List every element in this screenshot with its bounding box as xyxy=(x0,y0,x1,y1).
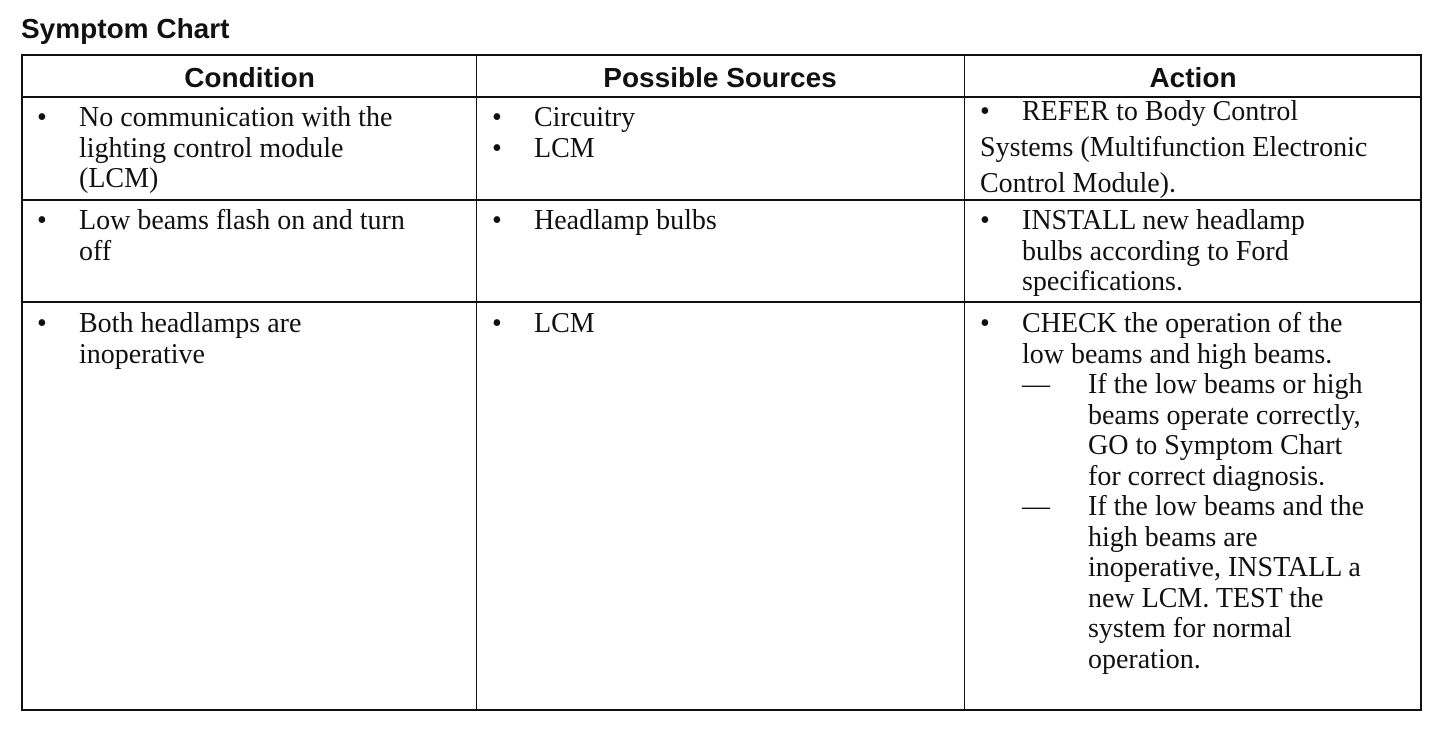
action-line: bulbs according to Ford xyxy=(1022,235,1289,267)
column-header-possible-sources: Possible Sources xyxy=(603,62,837,93)
condition-line: (LCM) xyxy=(79,163,159,194)
condition-line: inoperative xyxy=(79,338,205,370)
action-line: Systems (Multifunction Electronic xyxy=(980,132,1368,163)
action-line: Control Module). xyxy=(980,168,1176,199)
column-divider xyxy=(476,56,477,709)
list-item xyxy=(23,309,463,370)
subitem-line: high beams are xyxy=(1088,521,1258,553)
bullet-icon: • xyxy=(492,132,502,164)
condition-line: Low beams flash on and turn xyxy=(79,205,405,236)
row-2-action xyxy=(980,206,1420,298)
row-1-action xyxy=(980,94,1420,202)
action-line: specifications. xyxy=(1022,266,1183,297)
action-subitem xyxy=(1022,370,1420,492)
row-1-condition xyxy=(23,103,463,195)
row-1-sources xyxy=(492,103,952,164)
bullet-icon: • xyxy=(980,308,990,339)
column-header-condition: Condition xyxy=(184,62,315,93)
subitem-line: inoperative, INSTALL a xyxy=(1088,552,1361,583)
source-text: Circuitry xyxy=(534,102,636,133)
bullet-icon: • xyxy=(37,308,47,339)
row-2-sources xyxy=(492,206,952,237)
column-divider xyxy=(964,56,965,709)
action-line: low beams and high beams. xyxy=(1022,338,1333,370)
source-text: LCM xyxy=(534,308,595,339)
list-item xyxy=(23,103,463,195)
row-3-action xyxy=(980,309,1420,675)
list-item xyxy=(980,206,1420,298)
list-item xyxy=(492,134,952,165)
action-line: INSTALL new headlamp xyxy=(1022,205,1305,236)
dash-icon: — xyxy=(1022,369,1050,400)
subitem-line: beams operate correctly, xyxy=(1088,399,1361,431)
subitem-line: GO to Symptom Chart xyxy=(1088,430,1343,461)
bullet-icon: • xyxy=(37,102,47,133)
row-3-condition xyxy=(23,309,463,370)
row-3-sources xyxy=(492,309,952,340)
bullet-icon: • xyxy=(492,308,502,339)
list-item xyxy=(492,206,952,237)
chart-title: Symptom Chart xyxy=(21,13,230,44)
list-item xyxy=(492,309,952,340)
list-item xyxy=(492,103,952,134)
condition-line: off xyxy=(79,235,112,267)
symptom-table xyxy=(21,54,1422,711)
row-2-condition xyxy=(23,206,463,267)
column-header-action: Action xyxy=(1149,62,1237,93)
subitem-line: for correct diagnosis. xyxy=(1088,460,1326,492)
dash-icon: — xyxy=(1022,491,1050,522)
condition-line: No communication with the xyxy=(79,102,393,133)
bullet-icon: • xyxy=(37,205,47,236)
bullet-icon: • xyxy=(980,96,990,127)
list-item xyxy=(23,206,463,267)
source-text: LCM xyxy=(534,132,595,164)
list-item xyxy=(980,309,1420,675)
row-divider xyxy=(23,301,1420,303)
bullet-icon: • xyxy=(980,205,990,236)
action-line: CHECK the operation of the xyxy=(1022,308,1343,339)
source-text: Headlamp bulbs xyxy=(534,205,717,236)
bullet-icon: • xyxy=(492,205,502,236)
subitem-line: If the low beams and the xyxy=(1088,491,1365,522)
subitem-line: new LCM. TEST the xyxy=(1088,582,1324,614)
condition-line: Both headlamps are xyxy=(79,308,302,339)
subitem-line: system for normal xyxy=(1088,613,1292,644)
subitem-line: If the low beams or high xyxy=(1088,369,1363,400)
action-line: • REFER to Body Control xyxy=(980,94,1420,130)
subitem-line: operation. xyxy=(1088,643,1201,675)
action-subitem xyxy=(1022,492,1420,675)
bullet-icon: • xyxy=(492,102,502,133)
condition-line: lighting control module xyxy=(79,132,344,164)
